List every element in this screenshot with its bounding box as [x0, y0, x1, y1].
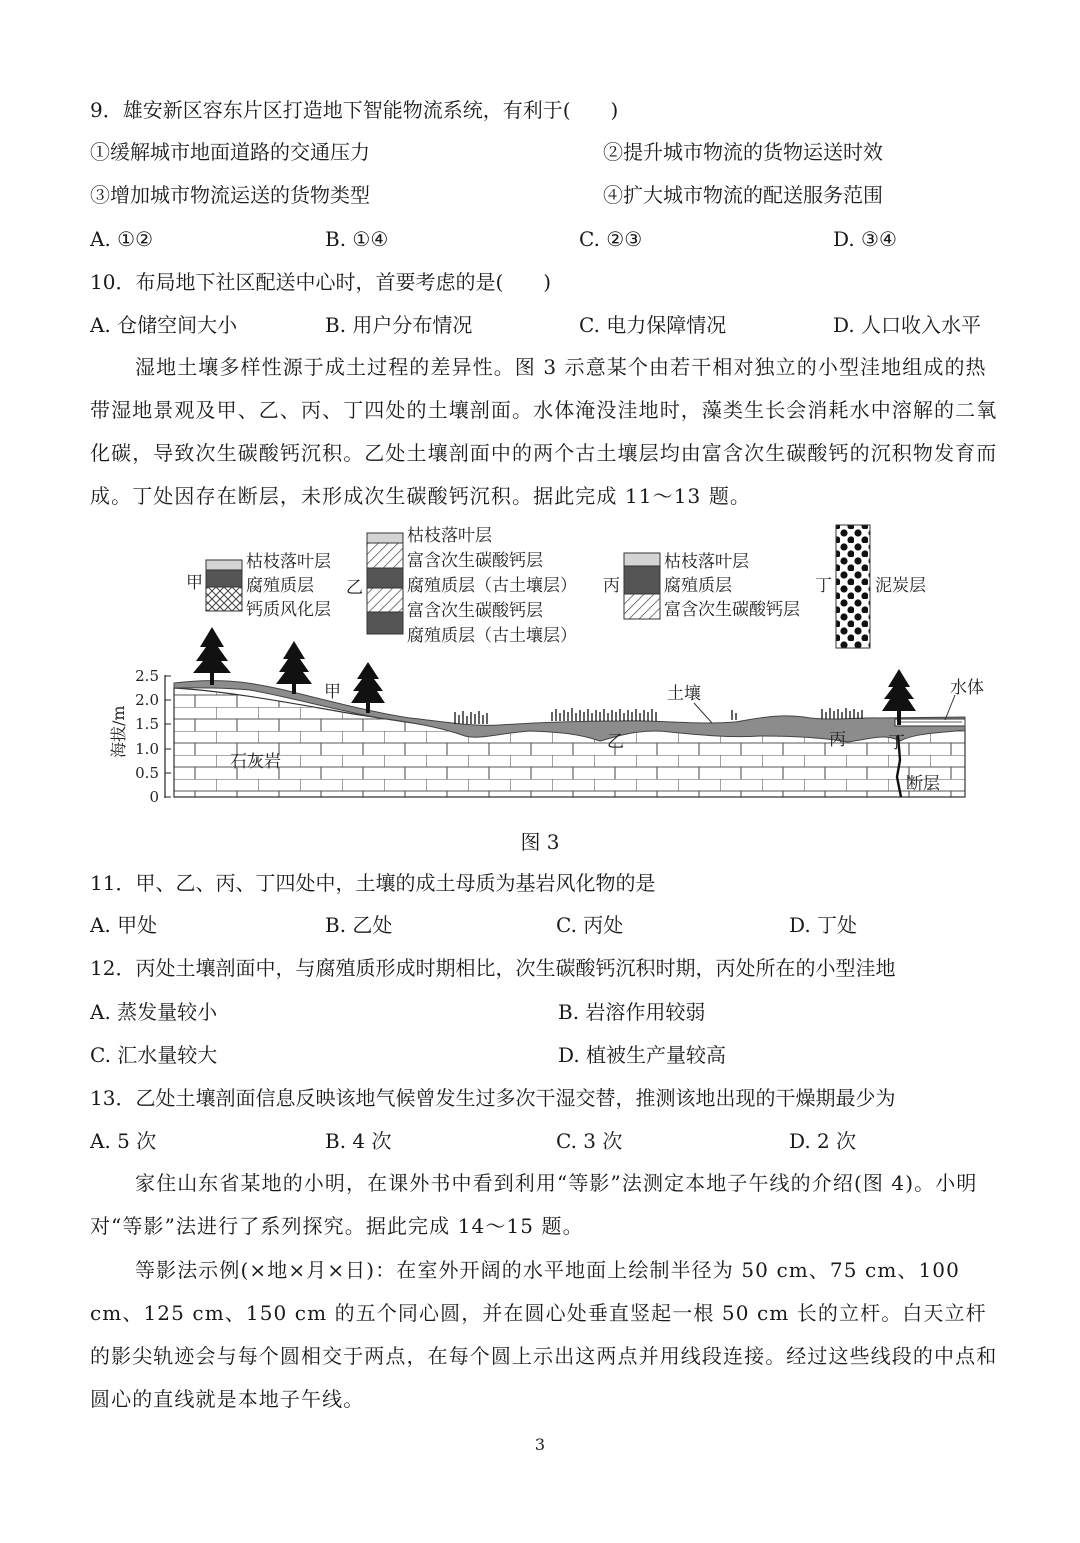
- profile-yi: [346, 526, 577, 646]
- y-tick-1.0: 1.0: [135, 740, 159, 758]
- yi-layer-5: 腐殖质层（古土壤层）: [407, 626, 577, 646]
- profile-ding-label: 丁: [815, 576, 832, 596]
- jia-layer-1: 枯枝落叶层: [246, 552, 331, 572]
- q13-option-d: D. 2 次: [789, 1129, 857, 1153]
- label-fault: 断层: [906, 774, 940, 794]
- profile-jia-label: 甲: [186, 573, 203, 593]
- q12-option-a: A. 蒸发量较小: [90, 1000, 218, 1024]
- figure-3: [0, 515, 1080, 815]
- q11-stem: 11．甲、乙、丙、丁四处中，土壤的成土母质为基岩风化物的是: [90, 871, 656, 895]
- q11-option-a: A. 甲处: [90, 913, 158, 937]
- jia-layer-2: 腐殖质层: [246, 576, 314, 596]
- q12-option-b: B. 岩溶作用较弱: [558, 1000, 706, 1024]
- cross-section: [109, 627, 984, 806]
- q10-option-d: D. 人口收入水平: [833, 313, 982, 337]
- q9-stem: 9．雄安新区容东片区打造地下智能物流系统，有利于( ): [90, 98, 619, 122]
- ding-layer-1: 泥炭层: [875, 576, 926, 596]
- y-tick-1.5: 1.5: [135, 715, 159, 733]
- q13-stem: 13．乙处土壤剖面信息反映该地气候曾发生过多次干湿交替，推测该地出现的干燥期最少为: [90, 1086, 896, 1110]
- q9-option-b: B. ①④: [325, 227, 389, 251]
- q11-option-c: C. 丙处: [556, 913, 624, 937]
- q12-option-c: C. 汇水量较大: [90, 1043, 218, 1067]
- q13-option-b: B. 4 次: [325, 1129, 392, 1153]
- q9-option-d: D. ③④: [833, 227, 897, 251]
- profile-ding: [815, 525, 926, 648]
- q10-option-c: C. 电力保障情况: [579, 313, 727, 337]
- q12-stem: 12．丙处土壤剖面中，与腐殖质形成时期相比，次生碳酸钙沉积时期，丙处所在的小型洼地: [90, 956, 896, 980]
- y-axis-label: 海拔/m: [109, 705, 128, 758]
- q9-statement-3: ③增加城市物流运送的货物类型: [90, 183, 370, 207]
- label-yi: 乙: [607, 732, 624, 752]
- y-tick-0: 0: [149, 788, 159, 806]
- y-tick-0.5: 0.5: [135, 764, 159, 782]
- profile-jia: [186, 552, 331, 620]
- label-limestone: 石灰岩: [230, 752, 281, 772]
- jia-layer-3: 钙质风化层: [246, 600, 331, 620]
- q10-option-a: A. 仓储空间大小: [90, 313, 238, 337]
- label-water: 水体: [950, 678, 984, 698]
- q11-option-b: B. 乙处: [325, 913, 393, 937]
- passage-equal-shadow-example: 等影法示例(×地×月×日)：在室外开阔的水平地面上绘制半径为 50 cm、75 cm、100 cm、125 cm、150 cm 的五个同心圆，并在圆心处垂直竖起一根 50 cm 长的立杆。白天立杆的影尖轨迹会与每个圆相交于两点，在每个圆上示出这两点并用线段连接。经过这些线段的中点和圆心的直线就是本地子午线。: [90, 1258, 998, 1411]
- label-bing: 丙: [829, 730, 846, 750]
- bing-layer-1: 枯枝落叶层: [664, 552, 749, 572]
- q9-option-a: A. ①②: [90, 227, 154, 251]
- yi-layer-4: 富含次生碳酸钙层: [407, 601, 543, 621]
- figure-3-caption: 图 3: [520, 830, 560, 854]
- q11-option-d: D. 丁处: [789, 913, 858, 937]
- q9-option-c: C. ②③: [579, 227, 643, 251]
- yi-layer-1: 枯枝落叶层: [407, 526, 492, 546]
- profile-yi-label: 乙: [346, 578, 363, 598]
- profile-bing-label: 丙: [603, 576, 620, 596]
- label-soil: 土壤: [667, 684, 701, 704]
- passage-equal-shadow-intro: 家住山东省某地的小明，在课外书中看到利用“等影”法测定本地子午线的介绍(图 4)。小明对“等影”法进行了系列探究。据此完成 14～15 题。: [90, 1171, 978, 1238]
- page-number: 3: [534, 1435, 546, 1454]
- yi-layer-3: 腐殖质层（古土壤层）: [407, 576, 577, 596]
- bing-layer-3: 富含次生碳酸钙层: [664, 600, 800, 620]
- label-ding: 丁: [888, 733, 905, 753]
- q10-option-b: B. 用户分布情况: [325, 313, 473, 337]
- q9-statement-2: ②提升城市物流的货物运送时效: [603, 140, 883, 164]
- y-tick-2.5: 2.5: [135, 667, 159, 685]
- passage-wetland-soil: 湿地土壤多样性源于成土过程的差异性。图 3 示意某个由若干相对独立的小型洼地组成的热带湿地景观及甲、乙、丙、丁四处的土壤剖面。水体淹没洼地时，藻类生长会消耗水中溶解的二氧化碳，导致次生碳酸钙沉积。乙处土壤剖面中的两个古土壤层均由富含次生碳酸钙的沉积物发育而成。丁处因存在断层，未形成次生碳酸钙沉积。据此完成 11～13 题。: [90, 355, 998, 508]
- q9-statement-1: ①缓解城市地面道路的交通压力: [90, 140, 370, 164]
- profile-bing: [603, 552, 800, 620]
- label-jia: 甲: [324, 682, 341, 702]
- q13-option-c: C. 3 次: [556, 1129, 623, 1153]
- q13-option-a: A. 5 次: [90, 1129, 157, 1153]
- q10-stem: 10．布局地下社区配送中心时，首要考虑的是( ): [90, 270, 552, 294]
- q12-option-d: D. 植被生产量较高: [558, 1043, 727, 1067]
- yi-layer-2: 富含次生碳酸钙层: [407, 551, 543, 571]
- y-tick-2.0: 2.0: [135, 691, 159, 709]
- bing-layer-2: 腐殖质层: [664, 576, 732, 596]
- q9-statement-4: ④扩大城市物流的配送服务范围: [603, 183, 883, 207]
